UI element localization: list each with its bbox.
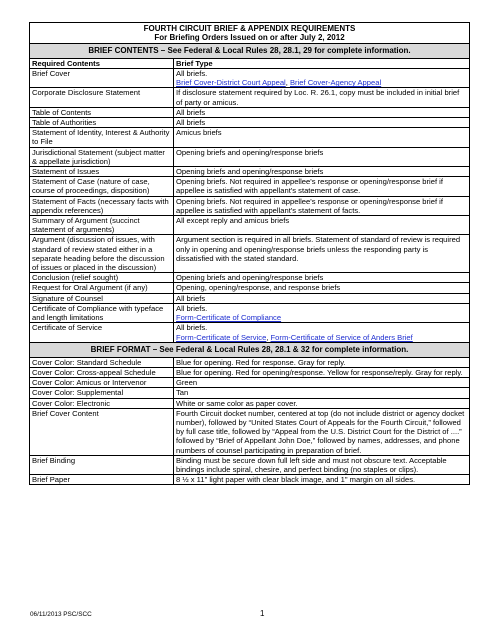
brief-contents-heading: BRIEF CONTENTS – See Federal & Local Rules 28, 28.1, 29 for complete information. xyxy=(30,43,470,58)
format-item-cell: Cover Color: Standard Schedule xyxy=(30,357,174,367)
format-item-cell: Brief Binding xyxy=(30,455,174,474)
brief-type-text: Opening, opening/response, and response briefs xyxy=(176,283,341,293)
table-row xyxy=(30,455,470,474)
title-row xyxy=(30,23,470,44)
brief-type-cell xyxy=(174,147,470,166)
brief-type-text: All briefs. xyxy=(176,69,208,79)
brief-type-text: Opening briefs and opening/response briefs xyxy=(176,273,324,283)
link-separator: , xyxy=(266,332,271,342)
format-item-cell: Cover Color: Electronic xyxy=(30,398,174,408)
brief-type-text: Opening briefs and opening/response briefs xyxy=(176,167,324,177)
link-separator: , xyxy=(285,78,290,88)
brief-type-cell xyxy=(174,118,470,128)
format-requirement-cell: Blue for opening. Red for opening/response. Yellow for response/reply. Gray for reply. xyxy=(174,367,470,377)
table-row xyxy=(30,235,470,273)
table-row xyxy=(30,323,470,342)
brief-type-text: All briefs xyxy=(176,293,206,303)
required-content-cell: Summary of Argument (succinct statement of arguments) xyxy=(30,216,174,235)
requirements-table xyxy=(29,22,470,485)
brief-type-text: Argument section is required in all briefs. Statement of standard of review is required only in opening and opening/response briefs unless the responding party is dissatisfied with the stated standard. xyxy=(176,235,461,263)
brief-type-cell xyxy=(174,167,470,177)
required-content-cell: Statement of Facts (necessary facts with appendix references) xyxy=(30,196,174,215)
brief-type-text: All briefs. xyxy=(176,303,208,313)
form-link[interactable]: Brief Cover-Agency Appeal xyxy=(289,78,382,88)
page-number: 1 xyxy=(260,609,265,618)
table-row xyxy=(30,283,470,293)
table-row xyxy=(30,388,470,398)
table-row xyxy=(30,69,470,88)
required-content-cell: Signature of Counsel xyxy=(30,293,174,303)
brief-type-cell xyxy=(174,235,470,273)
form-links xyxy=(176,78,467,87)
table-row xyxy=(30,398,470,408)
required-content-cell: Statement of Issues xyxy=(30,167,174,177)
table-row xyxy=(30,147,470,166)
brief-type-cell xyxy=(174,273,470,283)
document-title xyxy=(30,23,470,44)
required-content-cell: Request for Oral Argument (if any) xyxy=(30,283,174,293)
format-requirement-cell: Green xyxy=(174,378,470,388)
brief-type-cell xyxy=(174,283,470,293)
brief-type-cell xyxy=(174,107,470,117)
title-line-1: FOURTH CIRCUIT BRIEF & APPENDIX REQUIREMENTS xyxy=(143,24,356,33)
required-content-cell: Jurisdictional Statement (subject matter & appellate jurisdiction) xyxy=(30,147,174,166)
brief-type-cell xyxy=(174,216,470,235)
brief-type-text: All briefs. xyxy=(176,323,208,333)
format-requirement-cell: 8 ½ x 11" light paper with clear black image, and 1" margin on all sides. xyxy=(174,475,470,485)
required-content-cell: Certificate of Service xyxy=(30,323,174,342)
brief-type-cell xyxy=(174,196,470,215)
required-content-cell: Table of Authorities xyxy=(30,118,174,128)
required-content-cell: Statement of Case (nature of case, course of proceedings, disposition) xyxy=(30,177,174,196)
form-link[interactable]: Form-Certificate of Service of Anders Brief xyxy=(270,332,413,342)
form-links xyxy=(176,313,467,322)
required-content-cell: Argument (discussion of issues, with standard of review stated either in a separate heading before the discussion of issues or placed in the discussion) xyxy=(30,235,174,273)
brief-type-text: Amicus briefs xyxy=(176,128,222,138)
table-row xyxy=(30,293,470,303)
brief-type-text: Opening briefs. Not required in appellee's response or opening/response brief if appellee is satisfied with appellant's statement of case. xyxy=(176,177,443,196)
title-line-2: For Briefing Orders Issued on or after July 2, 2012 xyxy=(154,33,345,43)
form-links xyxy=(176,333,467,342)
table-row xyxy=(30,216,470,235)
format-item-cell: Brief Paper xyxy=(30,475,174,485)
format-item-cell: Cover Color: Cross-appeal Schedule xyxy=(30,367,174,377)
format-requirement-cell: Blue for opening. Red for response. Gray for reply. xyxy=(174,357,470,367)
required-content-cell: Conclusion (relief sought) xyxy=(30,273,174,283)
table-row xyxy=(30,196,470,215)
format-requirement-cell: Binding must be secure down full left side and must not obscure text. Acceptable bindings include spiral, chesire, and perfect binding (no staples or clips). xyxy=(174,455,470,474)
contents-band-row xyxy=(30,43,470,58)
brief-type-cell xyxy=(174,177,470,196)
table-row xyxy=(30,367,470,377)
table-row xyxy=(30,273,470,283)
form-link[interactable]: Form-Certificate of Compliance xyxy=(176,313,282,323)
form-link[interactable]: Brief Cover-District Court Appeal xyxy=(176,78,286,88)
format-item-cell: Cover Color: Amicus or Intervenor xyxy=(30,378,174,388)
format-requirement-cell: White or same color as paper cover. xyxy=(174,398,470,408)
required-content-cell: Table of Contents xyxy=(30,107,174,117)
brief-type-text: Opening briefs. Not required in appellee's response or opening/response brief if appellee is satisfied with appellant's statement of facts. xyxy=(176,196,443,215)
table-row xyxy=(30,167,470,177)
required-contents-header: Required Contents xyxy=(30,58,174,68)
table-row xyxy=(30,378,470,388)
brief-format-heading: BRIEF FORMAT – See Federal & Local Rules 28, 28.1 & 32 for complete information. xyxy=(30,342,470,357)
required-content-cell: Certificate of Compliance with typeface and length limitations xyxy=(30,303,174,322)
brief-type-cell xyxy=(174,293,470,303)
document-page xyxy=(29,22,469,485)
form-link[interactable]: Form-Certificate of Service xyxy=(176,332,267,342)
brief-type-cell xyxy=(174,128,470,147)
format-item-cell: Cover Color: Supplemental xyxy=(30,388,174,398)
table-row xyxy=(30,303,470,322)
format-item-cell: Brief Cover Content xyxy=(30,408,174,455)
table-row xyxy=(30,408,470,455)
format-band-row xyxy=(30,342,470,357)
column-header-row xyxy=(30,58,470,68)
table-row xyxy=(30,107,470,117)
required-content-cell: Brief Cover xyxy=(30,69,174,88)
brief-type-cell xyxy=(174,69,470,88)
brief-type-text: All except reply and amicus briefs xyxy=(176,216,290,226)
brief-type-text: All briefs xyxy=(176,107,206,117)
table-row xyxy=(30,475,470,485)
brief-type-text: If disclosure statement required by Loc. R. 26.1, copy must be included in initial brief of party or amicus. xyxy=(176,88,460,107)
table-row xyxy=(30,357,470,367)
format-requirement-cell: Fourth Circuit docket number, centered at top (do not include district or agency docket number), followed by “United States Court of Appeals for the Fourth Circuit,” followed by full case title, followed by “Appeal from the U.S. District Court for the District of ....” followed by “Brief of Appellant John Doe,” followed by names, addresses, and phone numbers of counsel participating in preparation of brief. xyxy=(174,408,470,455)
table-row xyxy=(30,177,470,196)
required-content-cell: Statement of Identity, Interest & Authority to File xyxy=(30,128,174,147)
brief-type-text: Opening briefs and opening/response briefs xyxy=(176,147,324,157)
table-row xyxy=(30,128,470,147)
footer-date: 06/11/2013 PSC/SCC xyxy=(30,611,92,618)
format-requirement-cell: Tan xyxy=(174,388,470,398)
brief-type-cell xyxy=(174,88,470,107)
brief-type-header: Brief Type xyxy=(174,58,470,68)
table-row xyxy=(30,88,470,107)
table-row xyxy=(30,118,470,128)
brief-type-text: All briefs xyxy=(176,118,206,128)
required-content-cell: Corporate Disclosure Statement xyxy=(30,88,174,107)
brief-type-cell xyxy=(174,303,470,322)
brief-type-cell xyxy=(174,323,470,342)
